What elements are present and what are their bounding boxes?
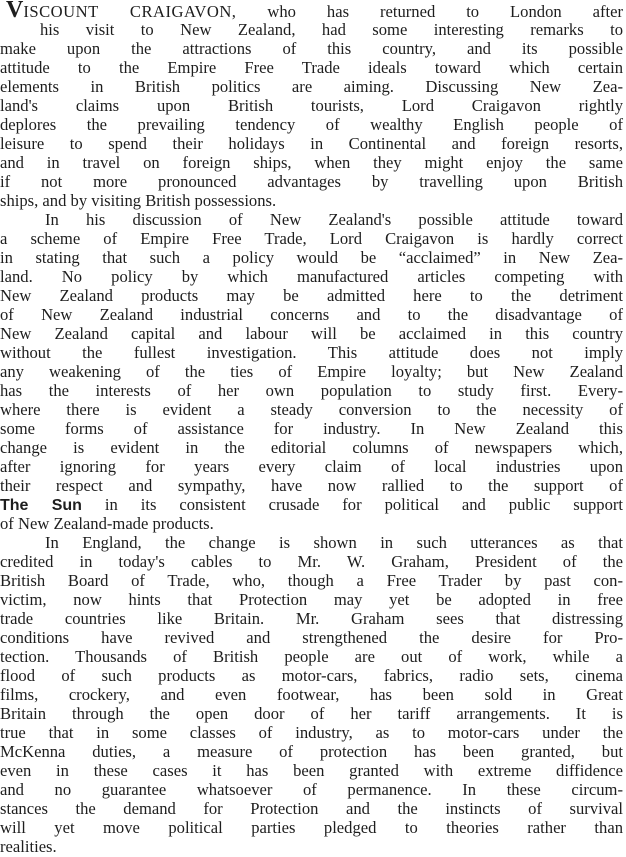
paragraph-2-line: of New Zealand-made products. bbox=[0, 514, 214, 533]
paragraph-3-line: stances the demand for Protection and the instincts of survival bbox=[0, 799, 623, 818]
paragraph-3-line: tection. Thousands of British people are out of work, while a bbox=[0, 647, 623, 666]
paragraph-2-line: has the interests of her own population to study first. Every- bbox=[0, 381, 623, 400]
paragraph-2-line: where there is evident a steady conversion to the necessity of bbox=[0, 400, 623, 419]
paragraph-1-line: and in travel on foreign ships, when they might enjoy the same bbox=[0, 153, 623, 172]
paragraph-3-line: McKenna duties, a measure of protection has been granted, but bbox=[0, 742, 623, 761]
paragraph-2-line-text: in its consistent crusade for political and public support bbox=[81, 495, 624, 514]
paragraph-2-line: New Zealand capital and labour will be acclaimed in this country bbox=[0, 324, 623, 343]
paragraph-3-line: will yet move political parties pledged to theories rather than bbox=[0, 818, 623, 837]
paragraph-2-line: any weakening of the ties of Empire loyalty; but New Zealand bbox=[0, 362, 623, 381]
paragraph-2-line: land. No policy by which manufactured articles competing with bbox=[0, 267, 623, 286]
paragraph-3-line: conditions have revived and strengthened the desire for Pro- bbox=[0, 628, 623, 647]
paragraph-3-line: In England, the change is shown in such utterances as that bbox=[45, 533, 623, 552]
paragraph-3-line: flood of such products as motor-cars, fabrics, radio sets, cinema bbox=[0, 666, 623, 685]
paragraph-1-line-1 bbox=[6, 0, 623, 23]
paragraph-2-line: New Zealand products may be admitted here to the detriment bbox=[0, 286, 623, 305]
paragraph-1-line: elements in British politics are aiming. Discussing New Zea- bbox=[0, 77, 623, 96]
paragraph-2-line: in stating that such a policy would be “acclaimed” in New Zea- bbox=[0, 248, 623, 267]
paragraph-1-line: deplores the prevailing tendency of wealthy English people of bbox=[0, 115, 623, 134]
paragraph-1-line: leisure to spend their holidays in Continental and foreign resorts, bbox=[0, 134, 623, 153]
paragraph-3-line: Britain through the open door of her tariff arrangements. It is bbox=[0, 704, 623, 723]
lead-text: who has returned to London after bbox=[236, 2, 623, 21]
drop-cap: V bbox=[6, 0, 24, 23]
paragraph-2-line: In his discussion of New Zealand's possible attitude toward bbox=[45, 210, 623, 229]
paragraph-3-line: films, crockery, and even footwear, has been sold in Great bbox=[0, 685, 623, 704]
paragraph-3-line: true that in some classes of industry, as to motor-cars under the bbox=[0, 723, 623, 742]
paragraph-2-line: a scheme of Empire Free Trade, Lord Craigavon is hardly correct bbox=[0, 229, 623, 248]
paragraph-1-line: his visit to New Zealand, had some interesting remarks to bbox=[40, 20, 623, 39]
paragraph-3-line: British Board of Trade, who, though a Free Trader by past con- bbox=[0, 571, 623, 590]
paragraph-2-line: their respect and sympathy, have now rallied to the support of bbox=[0, 476, 623, 495]
paragraph-2-line: without the fullest investigation. This attitude does not imply bbox=[0, 343, 623, 362]
lead-name: ISCOUNT CRAIGAVON, bbox=[23, 2, 237, 21]
paragraph-2-line bbox=[0, 495, 623, 514]
paragraph-3-line: realities. bbox=[0, 837, 57, 856]
paragraph-3-line: even in these cases it has been granted with extreme diffidence bbox=[0, 761, 623, 780]
paragraph-2-line: of New Zealand industrial concerns and to the disadvantage of bbox=[0, 305, 623, 324]
paragraph-1-line: if not more pronounced advantages by travelling upon British bbox=[0, 172, 623, 191]
paragraph-3-line: credited in today's cables to Mr. W. Graham, President of the bbox=[0, 552, 623, 571]
paragraph-2-line: some forms of assistance for industry. In New Zealand this bbox=[0, 419, 623, 438]
paragraph-2-line: change is evident in the editorial columns of newspapers which, bbox=[0, 438, 623, 457]
paragraph-2-line: after ignoring for years every claim of local industries upon bbox=[0, 457, 623, 476]
paragraph-3-line: victim, now hints that Protection may yet be adopted in free bbox=[0, 590, 623, 609]
paragraph-3-line: and no guarantee whatsoever of permanence. In these circum- bbox=[0, 780, 623, 799]
paragraph-1-line: make upon the attractions of this country, and its possible bbox=[0, 39, 623, 58]
paragraph-1-line: land's claims upon British tourists, Lord Craigavon rightly bbox=[0, 96, 623, 115]
paragraph-1-line: ships, and by visiting British possessions. bbox=[0, 191, 277, 210]
paragraph-3-line: trade countries like Britain. Mr. Graham sees that distressing bbox=[0, 609, 623, 628]
newspaper-name: The Sun bbox=[0, 497, 82, 514]
paragraph-1-line: attitude to the Empire Free Trade ideals toward which certain bbox=[0, 58, 623, 77]
